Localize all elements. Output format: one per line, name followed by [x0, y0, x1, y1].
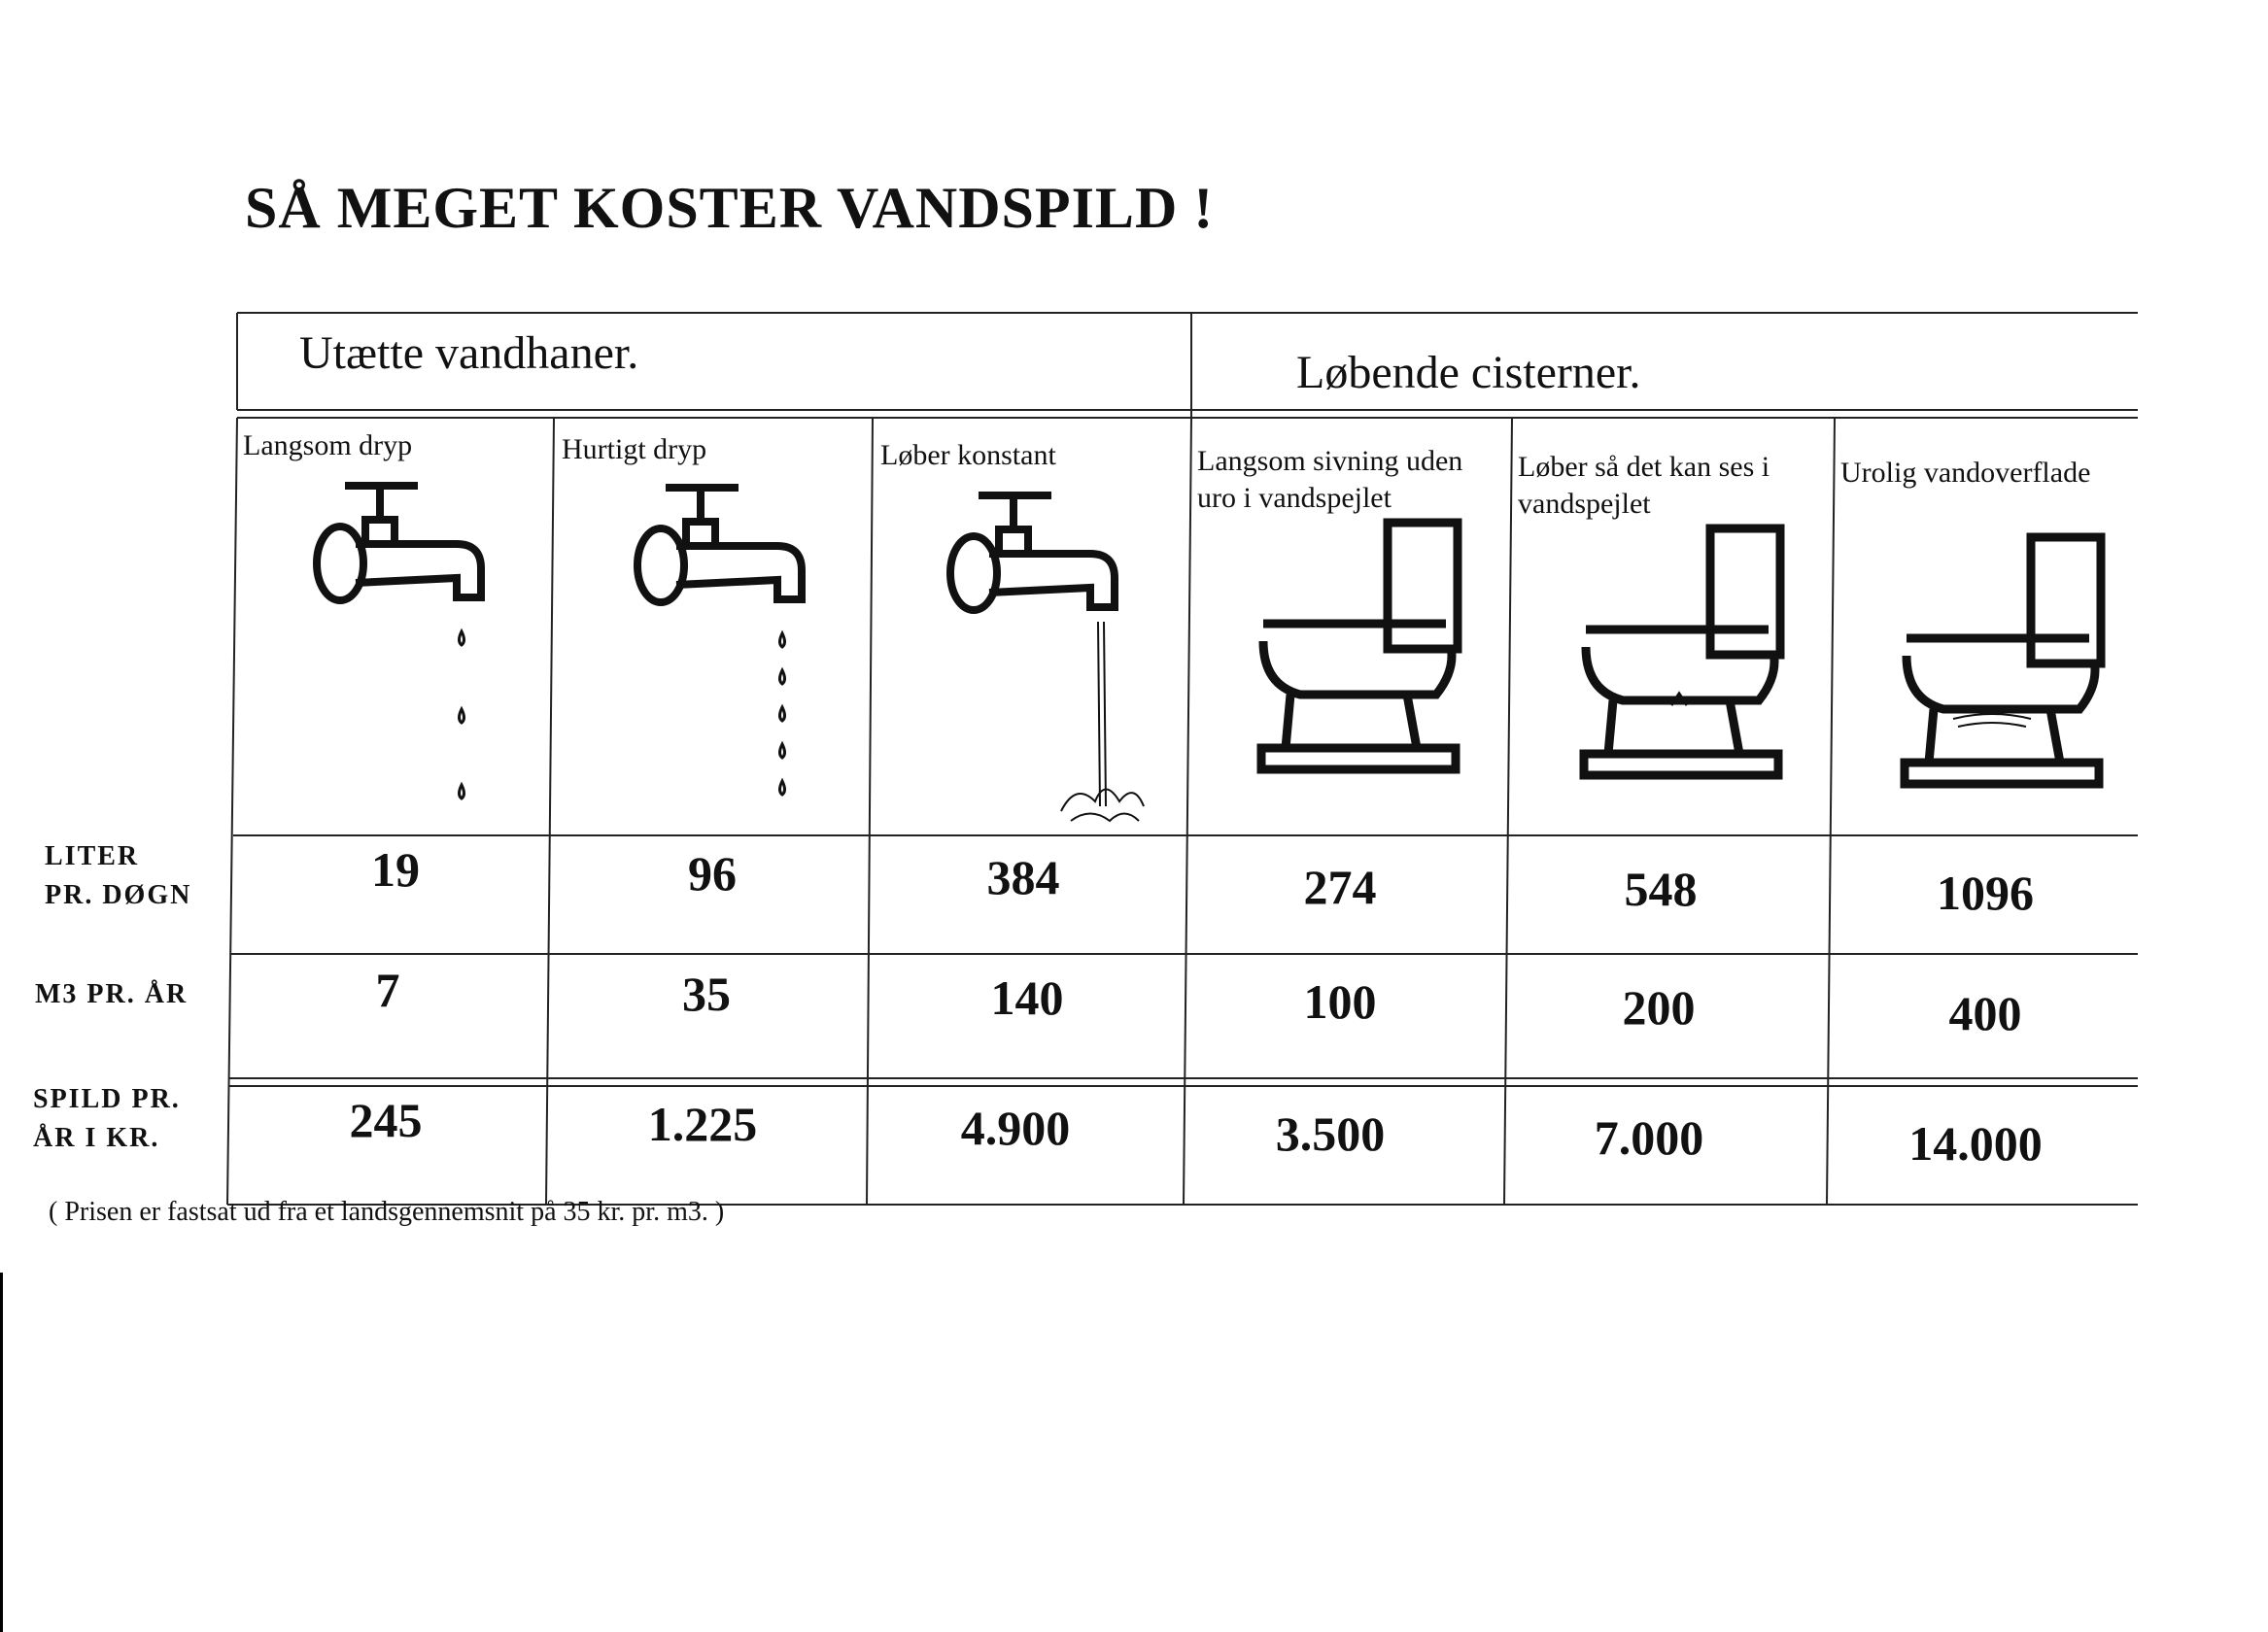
row-label-line: LITER: [45, 841, 140, 871]
column-label: Langsom sivning uden uro i vandspejlet: [1197, 445, 1463, 514]
row-label-line: SPILD PR.: [33, 1084, 181, 1114]
table-cell: 274: [1303, 860, 1377, 914]
toilet-icon: [1574, 521, 1798, 793]
column-label: Langsom dryp: [243, 429, 413, 461]
table-cell: 384: [986, 850, 1060, 904]
column-label: Urolig vandoverflade: [1840, 457, 2091, 489]
table-cell: 35: [682, 967, 731, 1021]
table-cell: 96: [688, 846, 737, 901]
table-cell: 3.500: [1275, 1106, 1386, 1161]
row-label-line: ÅR I KR.: [33, 1123, 160, 1153]
table-cell: 245: [349, 1093, 423, 1147]
table-cell: 4.900: [960, 1101, 1071, 1155]
running-tap-icon: [935, 486, 1149, 855]
table-cell: 19: [371, 842, 420, 897]
table-cell: 200: [1622, 980, 1696, 1035]
toilet-icon: [1895, 529, 2118, 801]
column-label: Løber så det kan ses i vandspejlet: [1518, 451, 1770, 520]
page-title: SÅ MEGET KOSTER VANDSPILD !: [245, 176, 1215, 240]
table-cell: 548: [1624, 862, 1698, 916]
table-cell: 1.225: [647, 1097, 758, 1151]
row-label-spild: [33, 1080, 181, 1158]
row-label-line: M3 PR. ÅR: [35, 979, 189, 1009]
row-label-liter: [45, 837, 191, 915]
dripping-tap-icon: [301, 476, 515, 845]
table-cell: 400: [1948, 986, 2022, 1040]
table-cell: 140: [990, 970, 1064, 1025]
toilet-icon: [1252, 515, 1475, 787]
table-cell: 1096: [1937, 866, 2034, 920]
table-cell: 100: [1303, 974, 1377, 1029]
table-cell: 7: [375, 963, 400, 1017]
footnote: ( Prisen er fastsat ud fra et landsgennemsnit på 35 kr. pr. m3. ): [49, 1197, 725, 1227]
group-label-taps: Utætte vandhaner.: [299, 327, 639, 379]
table-cell: 7.000: [1594, 1110, 1704, 1165]
group-label-cisterns: Løbende cisterner.: [1296, 347, 1641, 398]
dripping-tap-icon: [622, 478, 836, 847]
column-label: Hurtigt dryp: [562, 433, 707, 465]
table-cell: 14.000: [1908, 1116, 2043, 1171]
row-label-m3: [35, 975, 188, 1014]
column-label: Løber konstant: [880, 439, 1056, 471]
row-label-line: PR. DØGN: [45, 880, 192, 910]
